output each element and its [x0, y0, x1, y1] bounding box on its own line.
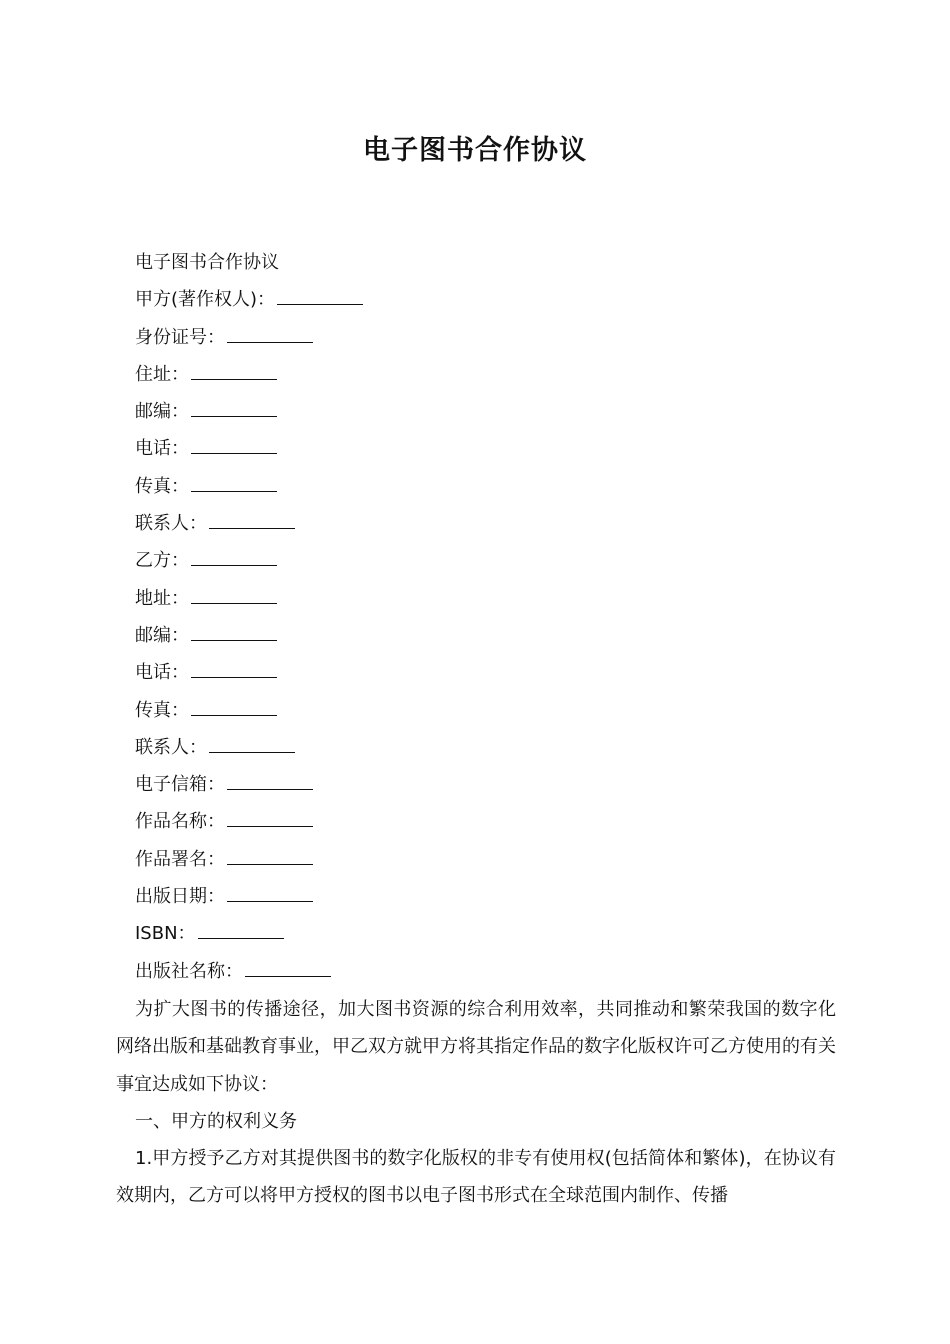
residence-field	[135, 356, 855, 393]
field-label: 联系人：	[135, 513, 207, 535]
field-label: 住址：	[135, 363, 189, 385]
address-b-field	[135, 580, 855, 617]
blank-line	[245, 958, 331, 977]
blank-line	[191, 361, 277, 380]
field-label: 甲方(著作权人)：	[135, 289, 276, 311]
agreement-body	[116, 991, 836, 1215]
party-a-field	[135, 281, 855, 318]
contact-b-field	[135, 729, 855, 766]
field-label: 乙方：	[135, 550, 189, 572]
blank-line	[227, 771, 313, 790]
field-label: 身份证号：	[135, 326, 225, 348]
blank-line	[191, 435, 277, 454]
postcode-b-field	[135, 617, 855, 654]
fax-b-field	[135, 692, 855, 729]
blank-line	[191, 659, 277, 678]
postcode-a-field	[135, 393, 855, 430]
publish-date-field	[135, 878, 855, 915]
blank-line	[227, 846, 313, 865]
subtitle-line: 电子图书合作协议	[135, 252, 279, 273]
blank-line	[277, 286, 363, 305]
blank-line	[227, 808, 313, 827]
field-label: 出版社名称：	[135, 960, 243, 982]
publisher-field	[135, 953, 855, 990]
contact-a-field	[135, 505, 855, 542]
work-title-field	[135, 803, 855, 840]
document-title: 电子图书合作协议	[363, 135, 587, 166]
field-label: 作品署名：	[135, 848, 225, 870]
field-label: 电话：	[135, 438, 189, 460]
blank-line	[191, 547, 277, 566]
blank-line	[227, 883, 313, 902]
phone-b-field	[135, 654, 855, 691]
id-number-field	[135, 319, 855, 356]
blank-line	[209, 734, 295, 753]
field-label: 传真：	[135, 475, 189, 497]
email-field	[135, 766, 855, 803]
blank-line	[198, 920, 284, 939]
phone-a-field	[135, 430, 855, 467]
intro-paragraph: 为扩大图书的传播途径，加大图书资源的综合利用效率，共同推动和繁荣我国的数字化网络出版和基础教育事业，甲乙双方就甲方将其指定作品的数字化版权许可乙方使用的有关事宜达成如下协议：	[116, 999, 836, 1095]
field-label: 传真：	[135, 699, 189, 721]
field-label: ISBN：	[135, 923, 196, 945]
isbn-field	[135, 915, 855, 952]
party-b-field	[135, 542, 855, 579]
field-label: 邮编：	[135, 401, 189, 423]
section-heading: 一、甲方的权利义务	[135, 1110, 297, 1132]
blank-line	[209, 510, 295, 529]
fax-a-field	[135, 468, 855, 505]
field-label: 电话：	[135, 662, 189, 684]
blank-line	[191, 473, 277, 492]
field-label: 作品名称：	[135, 811, 225, 833]
blank-line	[191, 697, 277, 716]
clause-paragraph: 1.甲方授予乙方对其提供图书的数字化版权的非专有使用权(包括简体和繁体)，在协议有效期内，乙方可以将甲方授权的图书以电子图书形式在全球范围内制作、传播	[116, 1148, 836, 1207]
field-label: 出版日期：	[135, 886, 225, 908]
blank-line	[227, 324, 313, 343]
field-label: 联系人：	[135, 736, 207, 758]
field-label: 电子信箱：	[135, 774, 225, 796]
work-byline-field	[135, 841, 855, 878]
blank-line	[191, 622, 277, 641]
field-label: 地址：	[135, 587, 189, 609]
blank-line	[191, 398, 277, 417]
contract-fields	[135, 244, 855, 990]
blank-line	[191, 585, 277, 604]
field-label: 邮编：	[135, 624, 189, 646]
